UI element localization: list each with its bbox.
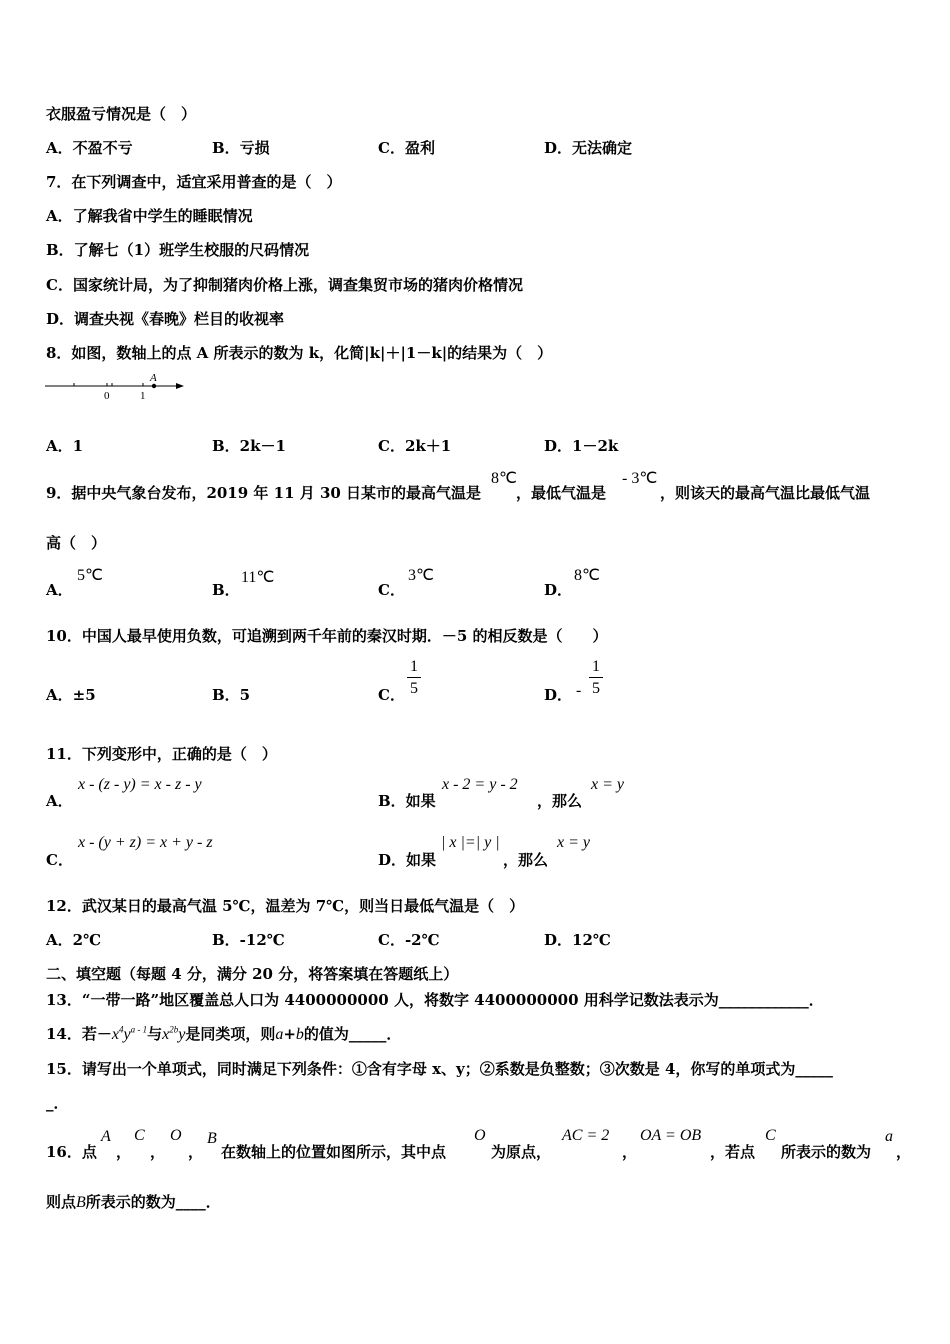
q9-stem-c: ，则该天的最高气温比最低气温: [660, 484, 871, 502]
point-a-dot: [152, 384, 156, 388]
q16-part-c: 为原点，: [491, 1143, 552, 1161]
q16-line-2: [46, 1191, 221, 1212]
q10-option-c-label: C．: [378, 686, 405, 704]
q7-option-c: C．国家统计局，为了抑制猪肉价格上涨，调查集贸市场的猪肉价格情况: [46, 276, 523, 294]
q11-option-d-then: ，那么: [503, 851, 549, 869]
q14-expression-b: b: [295, 1026, 304, 1043]
q8-option-c: C．2k＋1: [378, 437, 452, 455]
q14-expression: a: [275, 1026, 284, 1043]
q9-low-temp: - 3℃: [622, 470, 658, 487]
q16-point-b: B: [207, 1130, 217, 1147]
q8-number-line: [44, 370, 189, 402]
q12-option-a: A．2℃: [46, 931, 102, 949]
q16-part-h: 所表示的数为____．: [85, 1193, 221, 1211]
q9-option-d-value: 8℃: [574, 567, 600, 584]
q16-var-a: a: [885, 1128, 893, 1145]
q16-point-c: C: [134, 1127, 145, 1144]
q15-line-2: _．: [46, 1094, 69, 1112]
q11-option-b-conclusion: x = y: [591, 776, 624, 793]
q9-option-b-label: B．: [212, 581, 240, 599]
fraction-denominator: 5: [410, 680, 418, 697]
q9-option-c-value: 3℃: [408, 567, 434, 584]
q16-point-o: O: [170, 1127, 182, 1144]
q11-option-b-label: B．如果: [378, 792, 436, 810]
q9-option-a-label: A．: [46, 581, 73, 599]
q16-part-b: 在数轴上的位置如图所示，其中点: [221, 1143, 447, 1161]
q16-eq-oa-ob: OA = OB: [640, 1127, 702, 1144]
fraction-numerator: 1: [407, 658, 421, 678]
q7-stem: 7．在下列调查中，适宜采用普查的是（ ）: [46, 173, 342, 191]
q10-option-d-label: D．: [544, 686, 573, 704]
q6-option-d: D．无法确定: [544, 139, 633, 157]
q16-part-f: ，: [896, 1143, 912, 1161]
q16-point-o-2: O: [474, 1127, 486, 1144]
q7-option-a: A．了解我省中学生的睡眠情况: [46, 207, 253, 225]
q16-sep-4: ，: [622, 1143, 638, 1161]
q8-option-b: B．2k－1: [212, 437, 286, 455]
q16-part-g: 则点: [46, 1193, 77, 1211]
q9-high-temp: 8℃: [491, 470, 517, 487]
q9-option-d-label: D．: [544, 581, 573, 599]
tick-label-1: 1: [140, 390, 146, 402]
q10-stem: 10．中国人最早使用负数，可追溯到两千年前的秦汉时期．－5 的相反数是（ ）: [46, 627, 608, 645]
q6-option-c: C．盈利: [378, 139, 435, 157]
fraction-numerator: 1: [589, 658, 603, 678]
q7-option-b: B．了解七（1）班学生校服的尺码情况: [46, 241, 310, 259]
q7-option-d: D．调查央视《春晚》栏目的收视率: [46, 310, 285, 328]
q16-sep-3: ，: [188, 1143, 204, 1161]
q6-option-b: B．亏损: [212, 139, 270, 157]
q12-option-b: B．-12℃: [212, 931, 285, 949]
point-a-label: A: [150, 372, 157, 384]
q11-option-a-label: A．: [46, 792, 73, 810]
q9-option-c-label: C．: [378, 581, 405, 599]
q12-option-d: D．12℃: [544, 931, 611, 949]
q16-sep-2: ，: [150, 1143, 166, 1161]
section-2-heading: 二、填空题（每题 4 分，满分 20 分，将答案填在答题纸上）: [46, 965, 459, 983]
q12-option-c: C．-2℃: [378, 931, 440, 949]
q10-option-a: A．±5: [46, 686, 96, 704]
tick-label-0: 0: [104, 390, 110, 402]
q14-plus: +: [283, 1025, 296, 1043]
q10-option-d-minus: -: [576, 682, 582, 699]
q11-option-c-expr: x - (y + z) = x + y - z: [78, 834, 213, 851]
q11-option-a-expr: x - (z - y) = x - z - y: [78, 776, 202, 793]
q14-stem: [46, 1023, 401, 1044]
q9-stem-b: ，最低气温是: [516, 484, 607, 502]
q14-part-c: 是同类项，则: [185, 1025, 276, 1043]
number-line-arrow: [176, 383, 184, 389]
q14-part-a: 14．若－: [46, 1025, 112, 1043]
q16-part-e: 所表示的数为: [781, 1143, 872, 1161]
q11-option-b-then: ，那么: [537, 792, 583, 810]
q9-stem-a: 9．据中央气象台发布，2019 年 11 月 30 日某市的最高气温是: [46, 484, 482, 502]
q6-option-a: A．不盈不亏: [46, 139, 133, 157]
q10-option-b: B．5: [212, 686, 251, 704]
q13-stem: 13．“一带一路”地区覆盖总人口为 4400000000 人，将数字 4400000000 用科学记数法表示为____________．: [46, 991, 824, 1009]
q9-option-a-value: 5℃: [77, 567, 103, 584]
q16-point-c-2: C: [765, 1127, 776, 1144]
q16-part-d: ，若点: [710, 1143, 756, 1161]
q15-line-1: 15．请写出一个单项式，同时满足下列条件：①含有字母 x、y；②系数是负整数；③次数是 4，你写的单项式为_____: [46, 1060, 833, 1078]
q9-option-b-value: 11℃: [241, 569, 275, 586]
q11-option-b-expr: x - 2 = y - 2: [442, 776, 518, 793]
q14-term-2: $x^{2b}y$: [162, 1024, 186, 1043]
q14-part-d: 的值为_____．: [303, 1025, 402, 1043]
q16-eq-ac: AC = 2: [562, 1127, 610, 1144]
q6-stem-tail: 衣服盈亏情况是（ ）: [46, 105, 197, 123]
q11-stem: 11．下列变形中，正确的是（ ）: [46, 745, 277, 763]
q11-option-d-label: D．如果: [378, 851, 437, 869]
q11-option-d-expr: | x |=| y |: [441, 834, 500, 851]
q8-option-a: A．1: [46, 437, 84, 455]
q16-part-a: 16．点: [46, 1143, 97, 1161]
q16-sep-1: ，: [116, 1143, 132, 1161]
q11-option-d-conclusion: x = y: [557, 834, 590, 851]
q16-point-b-2: B: [76, 1194, 86, 1211]
q8-option-d: D．1－2k: [544, 437, 619, 455]
q16-point-a: A: [101, 1128, 111, 1145]
q14-part-b: 与: [147, 1025, 163, 1043]
q9-stem-d: 高（ ）: [46, 534, 107, 552]
fraction-denominator: 5: [592, 680, 600, 697]
q12-stem: 12．武汉某日的最高气温 5℃，温差为 7℃，则当日最低气温是（ ）: [46, 897, 525, 915]
q8-stem: 8．如图，数轴上的点 A 所表示的数为 k，化简|k|＋|1－k|的结果为（ ）: [46, 344, 553, 362]
q14-term-1: $x^4y^{a - 1}$: [111, 1024, 148, 1043]
q11-option-c-label: C．: [46, 851, 73, 869]
q10-option-d-fraction: [589, 658, 603, 698]
q10-option-c-fraction: [407, 658, 421, 698]
